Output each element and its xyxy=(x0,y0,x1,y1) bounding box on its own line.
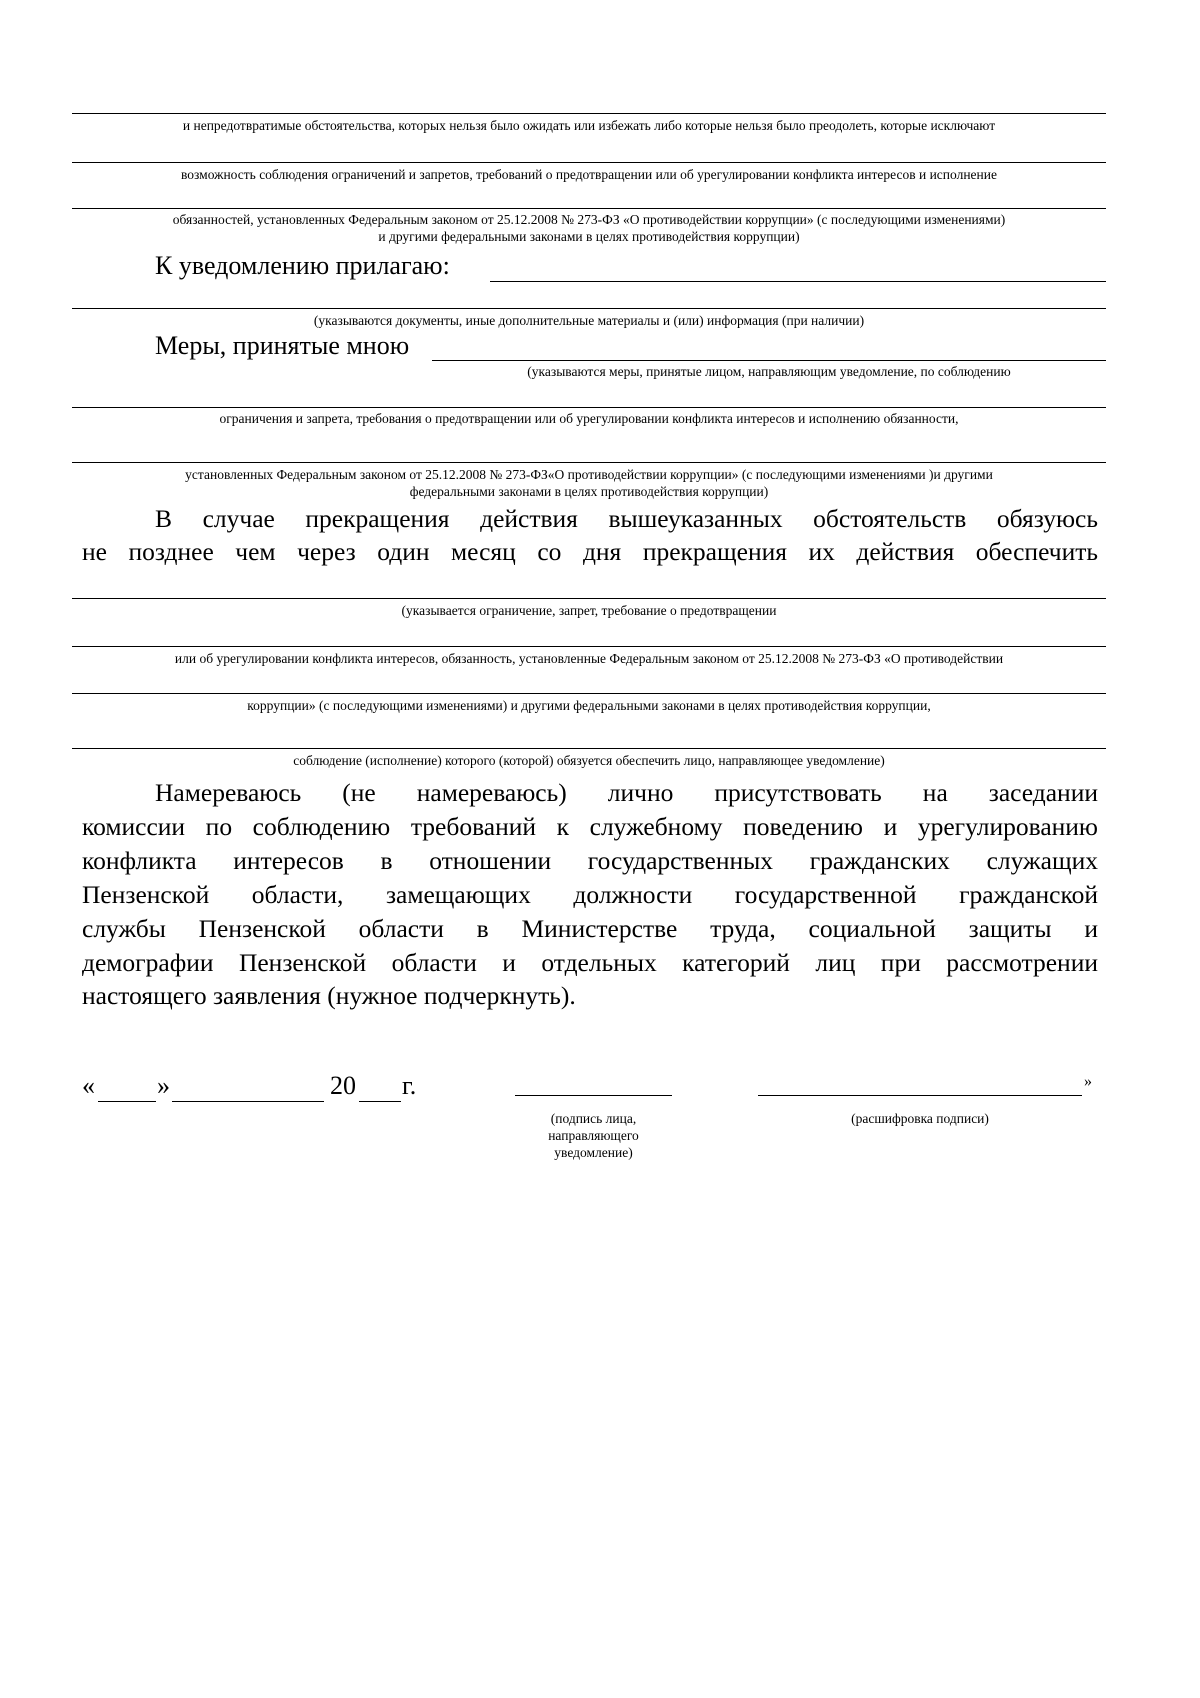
intent-line-2: комиссии по соблюдению требований к служебному поведению и урегулированию xyxy=(82,812,1098,841)
date-year-suffix: г. xyxy=(402,1071,417,1100)
measures-hint-3b: федеральными законами в целях противодействия коррупции) xyxy=(409,484,769,499)
attach-hint: (указываются документы, иные дополнительные материалы и (или) информация (при наличии) xyxy=(313,313,865,328)
circumstances-line-2: возможность соблюдения ограничений и запретов, требований о предотвращении или об урегулировании конфликта интересов и исполнение xyxy=(181,167,997,182)
cessation-rule-1[interactable] xyxy=(72,598,1106,599)
cessation-hint-4: соблюдение (исполнение) которого (которой) обязуется обеспечить лицо, направляющее уведомление) xyxy=(293,753,885,768)
measures-field[interactable] xyxy=(432,360,1106,361)
cessation-rule-3[interactable] xyxy=(72,693,1106,694)
attach-rule-2[interactable] xyxy=(72,308,1106,309)
date-month-field[interactable] xyxy=(172,1101,324,1102)
cessation-hint-3: коррупции» (с последующими изменениями) и другими федеральными законами в целях противодействия коррупции, xyxy=(247,698,931,713)
intent-line-5: службы Пензенской области в Министерстве труда, социальной защиты и xyxy=(82,914,1098,943)
intent-line-1: Намереваюсь (не намереваюсь) лично присутствовать на заседании xyxy=(155,778,1098,807)
measures-hint-1: (указываются меры, принятые лицом, направляющим уведомление, по соблюдению xyxy=(527,364,1011,379)
intent-line-6: демографии Пензенской области и отдельных категорий лиц при рассмотрении xyxy=(82,948,1098,977)
cessation-line-1: В случае прекращения действия вышеуказанных обстоятельств обязуюсь xyxy=(155,504,1098,533)
date-close-quote: » xyxy=(157,1071,170,1100)
measures-rule-2[interactable] xyxy=(72,407,1106,408)
signature-decode-field[interactable] xyxy=(758,1095,1082,1096)
cessation-rule-2[interactable] xyxy=(72,646,1106,647)
signature-hint-1: (подпись лица, xyxy=(550,1111,637,1126)
measures-hint-3a: установленных Федеральным законом от 25.12.2008 № 273-ФЗ«О противодействии коррупции» (с последующими изменениями )и другими xyxy=(185,467,993,482)
cessation-rule-4[interactable] xyxy=(72,748,1106,749)
measures-label: Меры, принятые мною xyxy=(155,331,410,360)
rule-1 xyxy=(72,113,1106,114)
signature-hint-2: направляющего xyxy=(548,1128,639,1143)
measures-hint-2: ограничения и запрета, требования о предотвращении или об урегулировании конфликта интересов и исполнению обязанности, xyxy=(219,411,959,426)
date-year-field[interactable] xyxy=(359,1101,401,1102)
circumstances-line-3a: обязанностей, установленных Федеральным законом от 25.12.2008 № 273-ФЗ «О противодействии коррупции» (с последующими изменениями) xyxy=(172,212,1006,227)
cessation-hint-1: (указывается ограничение, запрет, требование о предотвращении xyxy=(401,603,777,618)
intent-line-3: конфликта интересов в отношении государственных гражданских служащих xyxy=(82,846,1098,875)
date-open-quote: « xyxy=(82,1071,95,1100)
intent-line-4: Пензенской области, замещающих должности государственной гражданской xyxy=(82,880,1098,909)
signature-field[interactable] xyxy=(515,1095,672,1096)
measures-rule-3[interactable] xyxy=(72,462,1106,463)
intent-line-7: настоящего заявления (нужное подчеркнуть). xyxy=(82,981,576,1010)
signature-hint-3: уведомление) xyxy=(554,1145,633,1160)
attach-field[interactable] xyxy=(490,281,1106,282)
rule-3 xyxy=(72,208,1106,209)
date-day-field[interactable] xyxy=(98,1101,156,1102)
cessation-line-2: не позднее чем через один месяц со дня прекращения их действия обеспечить xyxy=(82,537,1098,566)
rule-2 xyxy=(72,162,1106,163)
cessation-hint-2: или об урегулировании конфликта интересов, обязанность, установленные Федеральным законом от 25.12.2008 № 273-ФЗ «О противодействии xyxy=(174,651,1004,666)
decode-hint: (расшифровка подписи) xyxy=(851,1111,989,1126)
signature-end-quote: » xyxy=(1084,1073,1092,1090)
attach-label: К уведомлению прилагаю: xyxy=(155,251,450,280)
circumstances-line-3b: и другими федеральными законами в целях противодействия коррупции) xyxy=(378,229,800,244)
date-year-prefix: 20 xyxy=(330,1071,356,1100)
circumstances-line-1: и непредотвратимые обстоятельства, которых нельзя было ожидать или избежать либо которые нельзя было преодолеть, которые исключают xyxy=(182,118,996,133)
